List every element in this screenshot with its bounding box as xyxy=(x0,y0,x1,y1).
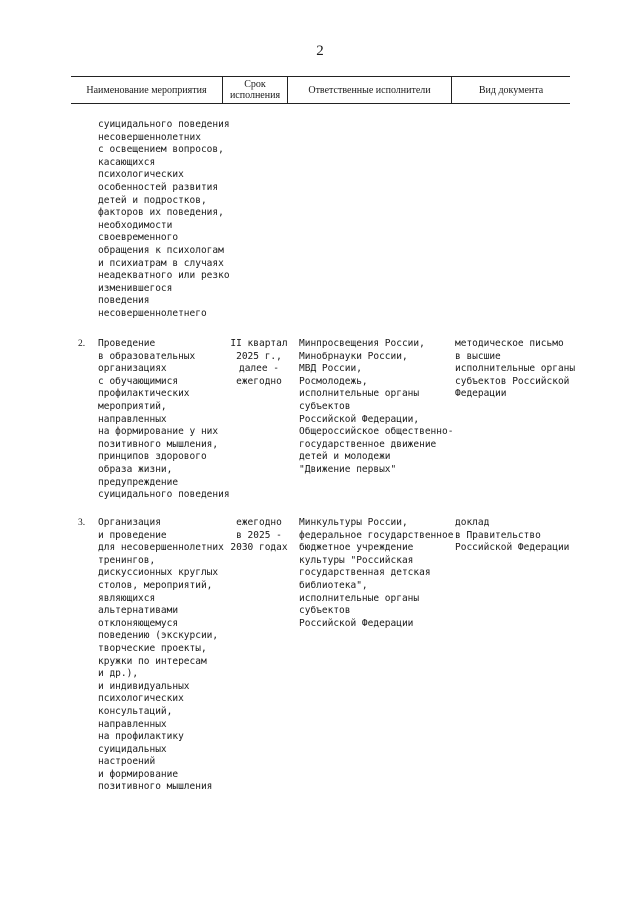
row-responsible: Минпросвещения России, Минобрнауки России, МВД России, Росмолодежь, исполнительные органы субъектов Российской Федерации, Общероссийское общественно- государственное движение детей и молодежи "Движение первых" xyxy=(299,338,454,475)
row-name: Организация и проведение для несовершеннолетних тренингов, дискуссионных круглых столов, мероприятий, являющихся альтернативами отклоняющемуся поведению (экскурсии, творческие проекты, кружки по интересам и др.), и индивидуальных психологических консультаций, направленных на профилактику суицидальных настроений и формирование позитивного мышления xyxy=(98,517,224,793)
row-name: суицидального поведения несовершеннолетних с освещением вопросов, касающихся психологических особенностей развития детей и подростков, факторов их поведения, необходимости своевременного обращения к психологам и психиатрам в случаях неадекватного или резко изменившегося поведения несовершеннолетнего xyxy=(98,119,230,319)
header-term: Срок исполнения xyxy=(229,79,281,101)
row-number: 3. xyxy=(78,518,86,528)
row-responsible: Минкультуры России, федеральное государственное бюджетное учреждение культуры "Российская государственная детская библиотека", исполнительные органы субъектов Российской Федерации xyxy=(299,517,454,629)
row-doc-type: доклад в Правительство Российской Федерации xyxy=(455,517,570,554)
row-name: Проведение в образовательных организациях с обучающимися профилактических мероприятий, направленных на формирование у них позитивного мышления, принципов здорового образа жизни, предупреждение суицидального поведения xyxy=(98,338,230,501)
header-doc-type: Вид документа xyxy=(478,84,544,96)
page-number: 2 xyxy=(316,43,324,59)
row-term: ежегодно в 2025 - 2030 годах xyxy=(230,517,288,554)
row-term: II квартал 2025 г., далее - ежегодно xyxy=(230,338,288,387)
table-header xyxy=(71,76,570,104)
row-number: 2. xyxy=(78,339,86,349)
header-name: Наименование мероприятия xyxy=(86,84,207,96)
header-responsible: Ответственные исполнители xyxy=(308,84,431,96)
row-doc-type: методическое письмо в высшие исполнительные органы субъектов Российской Федерации xyxy=(455,338,576,400)
